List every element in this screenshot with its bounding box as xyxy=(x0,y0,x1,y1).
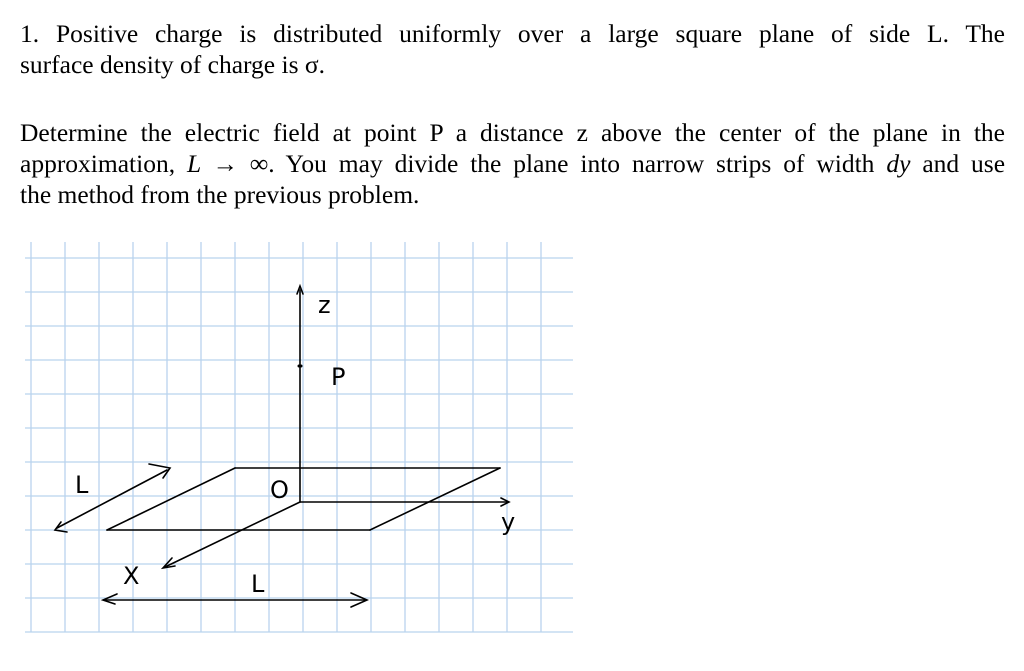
problem-line-2: surface density of charge is σ. xyxy=(20,50,326,79)
label-l-bottom: L xyxy=(251,570,265,598)
l-left-dimension xyxy=(57,470,167,528)
label-x: X xyxy=(123,562,140,590)
label-l-left: L xyxy=(75,471,89,499)
graph-paper-grid xyxy=(25,242,573,632)
figure-labels xyxy=(75,291,515,598)
strip-width-dy: dy xyxy=(886,149,911,178)
sketch-lines xyxy=(55,286,509,607)
label-z: z xyxy=(318,291,331,319)
problem-number: 1. xyxy=(20,19,40,48)
problem-statement xyxy=(20,18,1005,80)
label-p: P xyxy=(331,363,346,391)
limit-expression: L → ∞ xyxy=(187,149,269,178)
plane-left-edge xyxy=(107,468,235,530)
question-line-2: approximation, L → ∞. You may divide the plane into narrow strips of width dy and use xyxy=(20,149,1006,178)
question-text xyxy=(20,117,1005,210)
x-axis-line xyxy=(165,502,300,567)
label-y: y xyxy=(501,508,516,536)
label-o: O xyxy=(270,476,289,504)
problem-line-1: 1. Positive charge is distributed uniformly over a large square plane of side L. The xyxy=(20,19,1005,48)
question-line-3: the method from the previous problem. xyxy=(20,180,420,209)
l-bottom-arrow-left xyxy=(103,594,117,604)
question-line-1: Determine the electric field at point P a distance z above the center of the plane in the xyxy=(20,118,1005,147)
plane-right-edge xyxy=(370,468,500,530)
hand-drawn-figure xyxy=(25,240,585,640)
